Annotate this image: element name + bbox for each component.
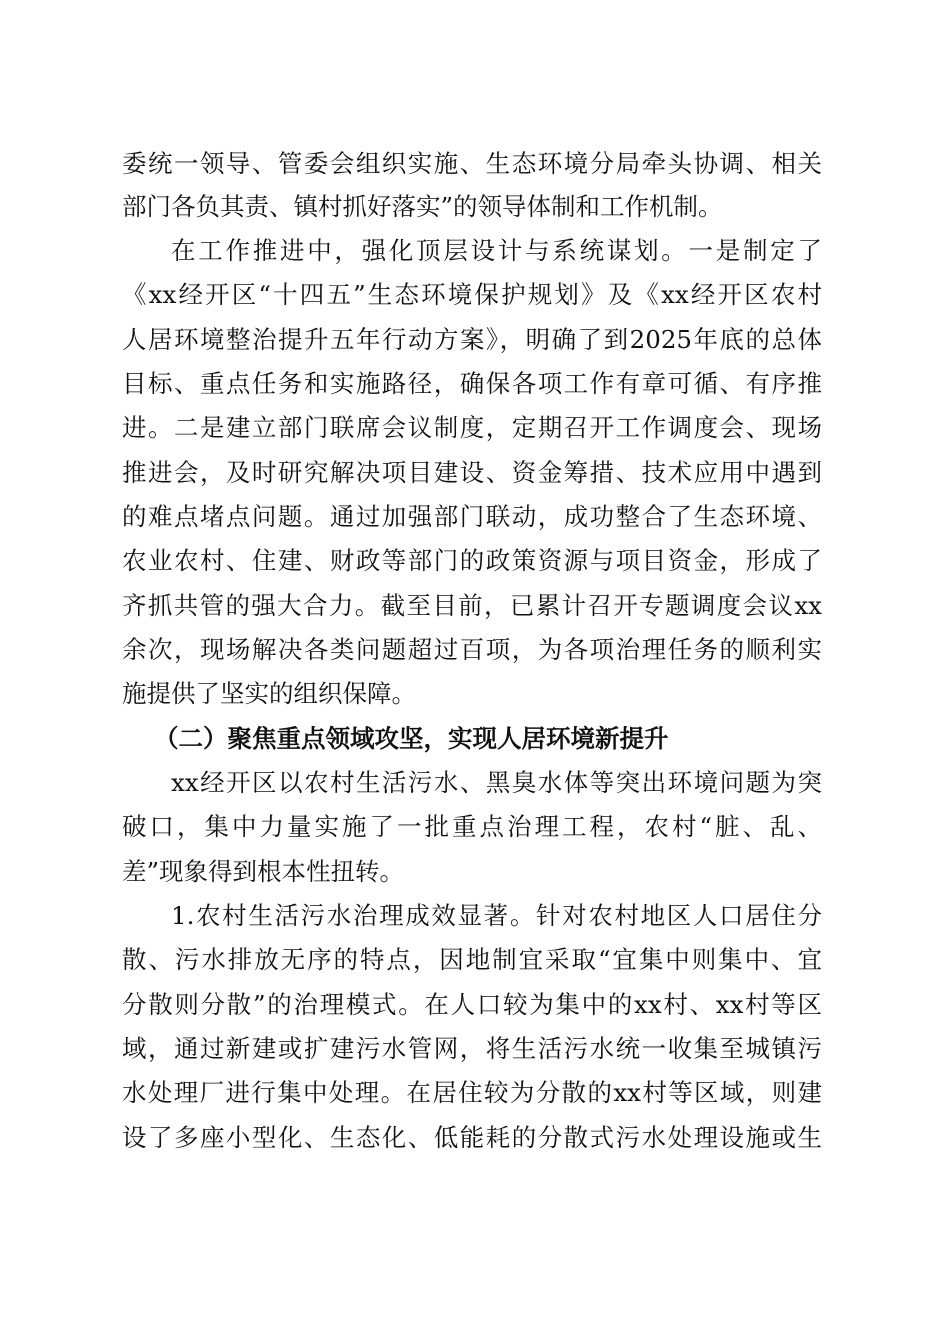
text-line: 散、污水排放无序的特点，因地制宜采取“宜集中则集中、宜 <box>122 945 822 974</box>
text-line: 1.农村生活污水治理成效显著。针对农村地区人口居住分 <box>171 901 822 930</box>
text-line: 设了多座小型化、生态化、低能耗的分散式污水处理设施或生 <box>122 1123 822 1152</box>
text-line: 差”现象得到根本性扭转。 <box>122 857 405 886</box>
text-line: 的难点堵点问题。通过加强部门联动，成功整合了生态环境、 <box>122 502 822 531</box>
text-line: 水处理厂进行集中处理。在居住较为分散的xx村等区域，则建 <box>122 1078 822 1107</box>
text-line: 分散则分散”的治理模式。在人口较为集中的xx村、xx村等区 <box>122 990 822 1019</box>
text-line: 域，通过新建或扩建污水管网，将生活污水统一收集至城镇污 <box>122 1034 822 1063</box>
text-line: 委统一领导、管委会组织实施、生态环境分局牵头协调、相关 <box>122 149 822 178</box>
text-line: 在工作推进中，强化顶层设计与系统谋划。一是制定了 <box>171 236 822 265</box>
text-line: 进。二是建立部门联席会议制度，定期召开工作调度会、现场 <box>122 413 822 442</box>
text-line: 目标、重点任务和实施路径，确保各项工作有章可循、有序推 <box>122 369 822 398</box>
text-line: 部门各负其责、镇村抓好落实”的领导体制和工作机制。 <box>122 192 723 221</box>
text-line: 推进会，及时研究解决项目建设、资金筹措、技术应用中遇到 <box>122 458 822 487</box>
section-heading: （二）聚焦重点领域攻坚，实现人居环境新提升 <box>154 724 669 753</box>
text-line: xx经开区以农村生活污水、黑臭水体等突出环境问题为突 <box>171 768 822 797</box>
text-line: 农业农村、住建、财政等部门的政策资源与项目资金，形成了 <box>122 546 822 575</box>
text-line: 《xx经开区“十四五”生态环境保护规划》及《xx经开区农村 <box>122 280 822 309</box>
text-line: 施提供了坚实的组织保障。 <box>122 679 416 708</box>
text-line: 余次，现场解决各类问题超过百项，为各项治理任务的顺利实 <box>122 635 822 664</box>
text-line: 人居环境整治提升五年行动方案》，明确了到2025年底的总体 <box>122 325 822 354</box>
text-line: 齐抓共管的强大合力。截至目前，已累计召开专题调度会议xx <box>122 591 822 620</box>
text-line: 破口，集中力量实施了一批重点治理工程，农村“脏、乱、 <box>122 812 822 841</box>
